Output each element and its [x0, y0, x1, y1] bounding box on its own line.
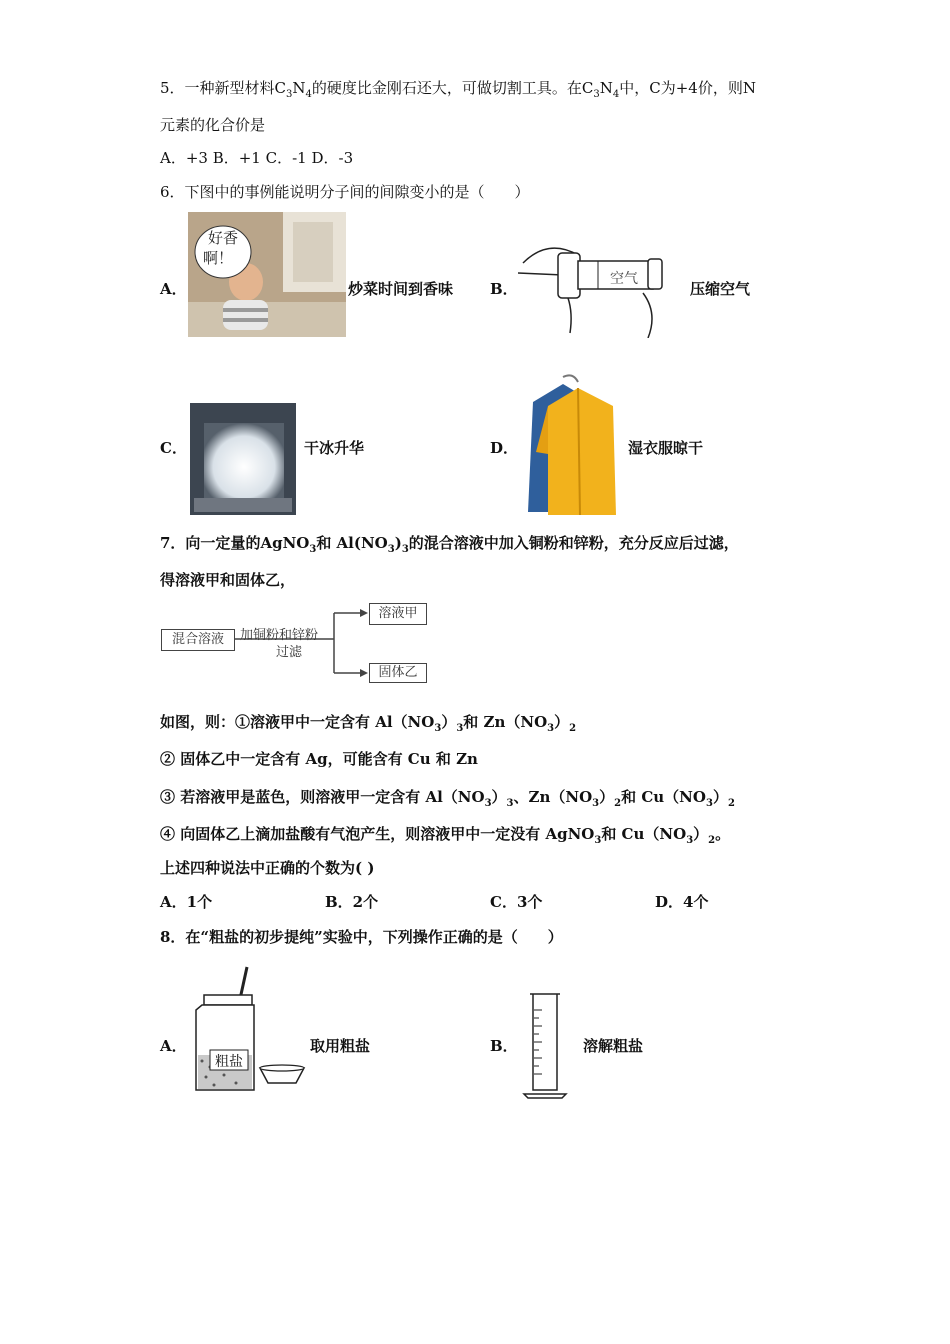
q8-option-a-letter: A． — [160, 1037, 187, 1055]
q6-option-b-caption: 压缩空气 — [690, 280, 751, 298]
q7-line2: 得溶液甲和固体乙， — [160, 571, 296, 589]
q5-line2: 元素的化合价是 — [160, 116, 266, 134]
baby-smelling-image — [188, 212, 346, 337]
q7-statement-4: ④ 向固体乙上滴加盐酸有气泡产生，则溶液甲中一定没有 AgNO$_3$和 $Cu(NO_3)_2$。 — [160, 825, 731, 846]
mixed-solution-box: 混合溶液 — [161, 629, 235, 651]
q8-option-b-letter: B． — [490, 1037, 518, 1055]
q7-question: 上述四种说法中正确的个数为( ) — [160, 859, 375, 877]
q7-statement-3: ③ 若溶液甲是蓝色，则溶液甲一定含有 $Al(NO_3)_3$、$Zn(NO_3)_2$和 $Cu(NO_3)_2$ — [160, 788, 735, 809]
dry-ice-image — [190, 403, 296, 515]
wet-clothes-image — [518, 372, 620, 515]
q7-option-d: D．4个 — [655, 893, 709, 911]
q6-option-c-letter: C． — [160, 439, 187, 457]
q7-statement-1: 如图，则：①溶液甲中一定含有 $Al(NO_3)_3$和 $Zn(NO_3)_2$ — [160, 713, 577, 734]
q8-option-a-caption: 取用粗盐 — [310, 1037, 371, 1055]
graduated-cylinder-image — [522, 990, 568, 1102]
q6-option-d-caption: 湿衣服晾干 — [628, 439, 704, 457]
filter-label: 过滤 — [276, 645, 303, 660]
svg-text:粗盐: 粗盐 — [215, 1054, 243, 1070]
q6-option-c-caption: 干冰升华 — [304, 439, 365, 457]
q6-option-b-letter: B． — [490, 280, 518, 298]
q7-option-c: C．3个 — [490, 893, 543, 911]
q6-stem: 6．下图中的事例能说明分子间的间隙变小的是（ ） — [160, 183, 530, 201]
salt-jar-image — [192, 965, 307, 1095]
svg-text:啊！: 啊！ — [202, 249, 234, 267]
q6-option-a-caption: 炒菜时间到香味 — [348, 280, 454, 298]
solid-yi-box: 固体乙 — [369, 663, 427, 683]
flow-arrows — [234, 603, 374, 683]
q6-option-d-letter: D． — [490, 439, 519, 457]
solution-jia-box: 溶液甲 — [369, 603, 427, 625]
q7-line1: 7．向一定量的AgNO$_3$和 $Al(NO_3)_3$的混合溶液中加入铜粉和锌粉，充分反应后过滤， — [160, 534, 739, 555]
q6-option-a-letter: A． — [160, 280, 187, 298]
syringe-compress-image — [518, 233, 680, 338]
q5-line1: 5．一种新型材料$C_3N_4$的硬度比金刚石还大，可做切割工具。在$C_3N_4$中，C为+4价，则N — [160, 79, 756, 100]
q8-option-b-caption: 溶解粗盐 — [583, 1037, 644, 1055]
q7-options — [160, 892, 820, 912]
q7-option-a: A．1个 — [160, 893, 213, 911]
q5-options: A．+3 B．+1 C．-1 D．-3 — [160, 149, 354, 167]
speech-bubble-text: 好香 — [207, 229, 239, 247]
q7-option-b: B．2个 — [325, 893, 379, 911]
q8-stem: 8．在“粗盐的初步提纯”实验中，下列操作正确的是（ ） — [160, 928, 563, 946]
add-copper-zinc-label: 加铜粉和锌粉 — [240, 628, 319, 643]
svg-text:空气: 空气 — [610, 271, 638, 287]
q7-statement-2: ② 固体乙中一定含有 Ag，可能含有 Cu 和 Zn — [160, 750, 478, 768]
